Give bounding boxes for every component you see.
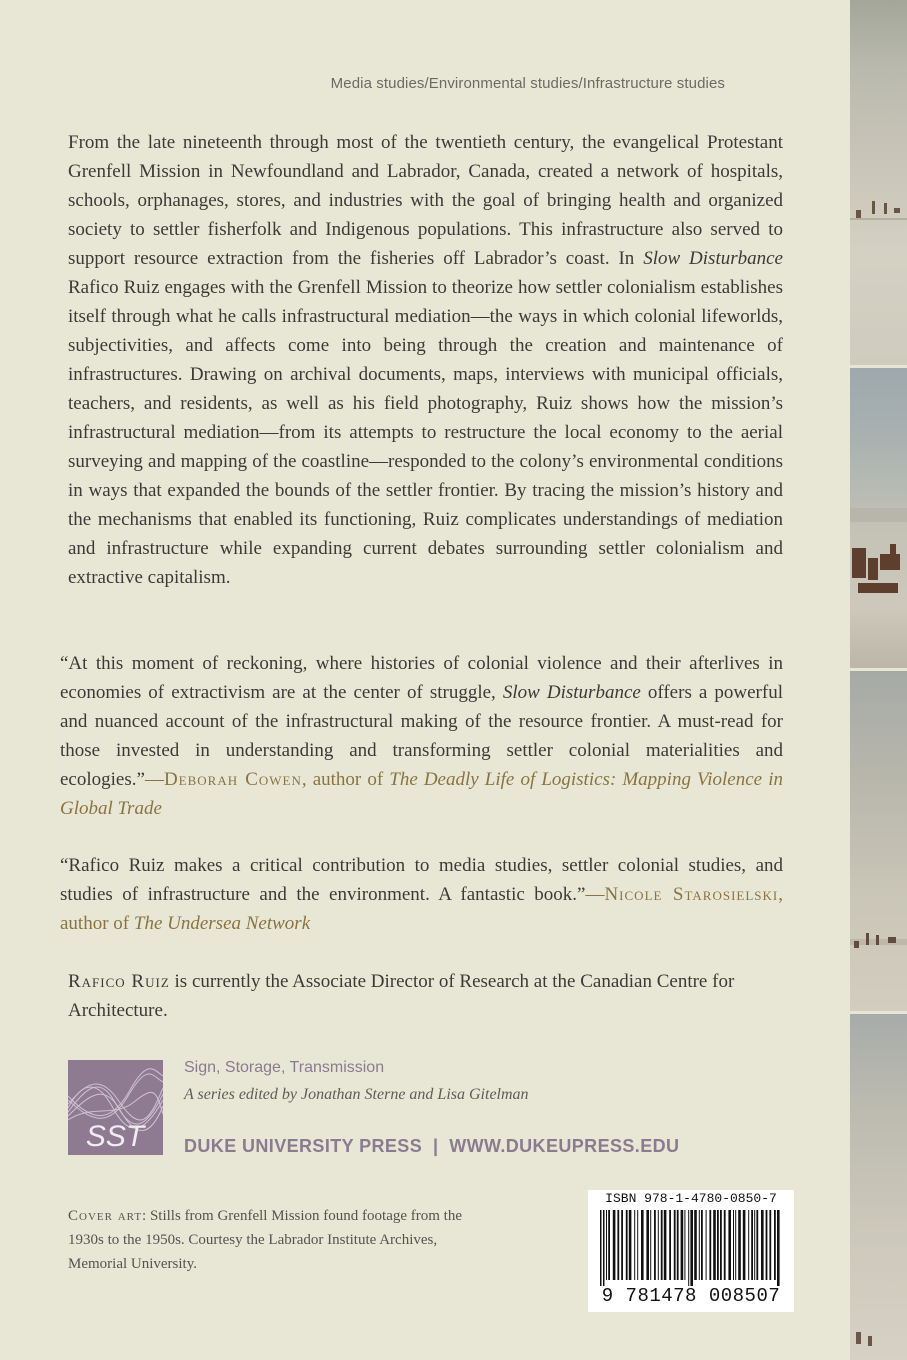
blurb-author-role: , author of xyxy=(60,884,783,934)
barcode-bar xyxy=(641,1210,644,1280)
photo-still-2 xyxy=(850,368,907,668)
photo-still-3 xyxy=(850,671,907,1011)
barcode-bar xyxy=(761,1210,764,1280)
barcode-bar xyxy=(766,1210,768,1280)
barcode-bar xyxy=(681,1210,684,1280)
barcode-bar xyxy=(664,1210,667,1280)
blurb-author-role: , author of xyxy=(301,769,390,790)
barcode-bar xyxy=(626,1210,628,1280)
author-name: Rafico Ruiz xyxy=(68,971,170,992)
barcode-bar xyxy=(777,1210,780,1286)
blurb-dash: — xyxy=(585,884,605,905)
cover-art-label: Cover art xyxy=(68,1208,143,1224)
blurb-author-book: The Undersea Network xyxy=(133,913,311,934)
sst-series-logo xyxy=(68,1060,163,1155)
cover-art-text: : Stills from Grenfell Mission found footage from the 1930s to the 1950s. Courtesy the Labrador Institute Archives, Memorial University. xyxy=(68,1208,462,1272)
photo-still-4 xyxy=(850,1014,907,1360)
barcode-bar xyxy=(706,1210,707,1280)
blurb-author: Deborah Cowen xyxy=(163,769,302,790)
publisher-name: DUKE UNIVERSITY PRESS xyxy=(184,1136,423,1156)
barcode-bar xyxy=(650,1210,651,1280)
barcode-bar xyxy=(709,1210,711,1280)
blurb-author-book: The Deadly Life of Logistics: Mapping Violence in Global Trade xyxy=(60,769,783,819)
isbn-label: ISBN 978-1-4780-0850-7 xyxy=(605,1191,777,1206)
subject-category: Media studies/Environmental studies/Infrastructure studies xyxy=(330,75,725,92)
barcode-bar xyxy=(621,1210,623,1280)
barcode-bar xyxy=(669,1210,671,1280)
barcode-bar xyxy=(743,1210,746,1280)
barcode-bar xyxy=(774,1210,776,1280)
description-part-2: Rafico Ruiz engages with the Grenfell Mission to theorize how settler colonialism establishes itself through what he calls infrastructural mediation—the ways in which colonial lifeworlds, subjectivities, and affects come into being through the creation and maintenance of infrastructures. Drawing on archival documents, maps, interviews with municipal officials, teachers, and residents, as well as his field photography, Ruiz shows how the mission’s infrastructural mediation—from its attempts to restructure the local economy to the aerial surveying and mapping of the coastline—responded to the colony’s environmental conditions in ways that expanded the bounds of the settler frontier. By tracing the mission’s history and the mechanisms that enabled its functioning, Ruiz complicates understandings of mediation and infrastructure while expanding current debates surrounding settler colonialism and extractive capitalism. xyxy=(68,277,783,588)
barcode-bar xyxy=(677,1210,679,1280)
cover-photo-strip xyxy=(850,0,907,1360)
barcode-bar xyxy=(617,1210,619,1280)
barcode-bar xyxy=(600,1210,602,1286)
barcode-bar xyxy=(751,1210,753,1280)
series-editors: A series edited by Jonathan Sterne and Lisa Gitelman xyxy=(184,1086,529,1103)
author-bio xyxy=(68,967,783,1025)
barcode-bar xyxy=(658,1210,659,1280)
barcode-bar xyxy=(608,1210,610,1280)
publisher-separator: | xyxy=(432,1136,439,1156)
barcode-bar xyxy=(735,1210,736,1280)
photo-still-1 xyxy=(850,0,907,365)
barcode-bar xyxy=(733,1210,734,1280)
barcode-bar xyxy=(728,1210,731,1280)
barcode-bar xyxy=(769,1210,771,1280)
barcode-bar xyxy=(674,1210,676,1280)
blurb-cowen xyxy=(60,649,783,823)
barcode-bar xyxy=(748,1210,749,1280)
barcode-bar xyxy=(606,1210,607,1280)
blurb-book-title: Slow Disturbance xyxy=(502,682,641,703)
barcode-bar xyxy=(613,1210,616,1280)
cover-art-credit xyxy=(68,1204,468,1276)
barcode-bar xyxy=(637,1210,638,1280)
barcode-bar xyxy=(684,1210,685,1280)
barcode-bar xyxy=(694,1210,697,1280)
blurb-text-end: offers a powerful and nuanced account of the infrastructural making of the resource frontier. A must-read for those invested in understanding and transforming settler colonial materialities and ecologies.” xyxy=(60,682,783,790)
blurb-author: Nicole Starosielski xyxy=(604,884,779,905)
barcode-bar xyxy=(713,1210,716,1280)
blurb-starosielski xyxy=(60,851,783,938)
barcode-bar xyxy=(629,1210,632,1280)
barcode-bar xyxy=(738,1210,741,1280)
barcode-bar xyxy=(688,1210,689,1286)
blurb-text: “At this moment of reckoning, where histories of colonial violence and their afterlives in economies of extractivism are at the center of struggle, xyxy=(60,653,783,703)
barcode-bar xyxy=(661,1210,663,1280)
book-description xyxy=(68,128,783,592)
series-title: Sign, Storage, Transmission xyxy=(184,1059,385,1076)
publisher-line xyxy=(184,1136,679,1157)
barcode-bar xyxy=(720,1210,722,1280)
sst-logo-text: SST xyxy=(85,1120,145,1153)
barcode-bar xyxy=(724,1210,726,1280)
publisher-url: WWW.DUKEUPRESS.EDU xyxy=(449,1136,680,1156)
barcode-bar xyxy=(754,1210,755,1280)
barcode-bars xyxy=(598,1210,784,1286)
barcode-bar xyxy=(634,1210,635,1280)
barcode-bar xyxy=(717,1210,719,1280)
isbn-barcode xyxy=(588,1190,794,1312)
blurb-dash: — xyxy=(144,769,164,790)
barcode-bar xyxy=(690,1210,693,1286)
barcode-number: 9 781478 008507 xyxy=(601,1285,781,1307)
barcode-bar xyxy=(701,1210,703,1280)
barcode-bar xyxy=(756,1210,758,1280)
blurb-text: “Rafico Ruiz makes a critical contribution to media studies, settler colonial studies, and studies of infrastructure and the environment. A fantastic book.” xyxy=(60,855,783,905)
barcode-bar xyxy=(654,1210,656,1280)
author-bio-text: is currently the Associate Director of Research at the Canadian Centre for Architecture. xyxy=(68,971,735,1021)
description-part-1: From the late nineteenth through most of the twentieth century, the evangelical Protestant Grenfell Mission in Newfoundland and Labrador, Canada, created a network of hospitals, schools, orphanages, stores, and industries with the goal of bringing health and organized society to settler fisherfolk and Indigenous populations. This infrastructure also served to support resource extraction from the fisheries off Labrador’s coast. In xyxy=(68,132,783,269)
description-book-title: Slow Disturbance xyxy=(643,248,783,269)
barcode-bar xyxy=(699,1210,700,1280)
barcode-bar xyxy=(646,1210,649,1280)
barcode-bar xyxy=(603,1210,605,1286)
